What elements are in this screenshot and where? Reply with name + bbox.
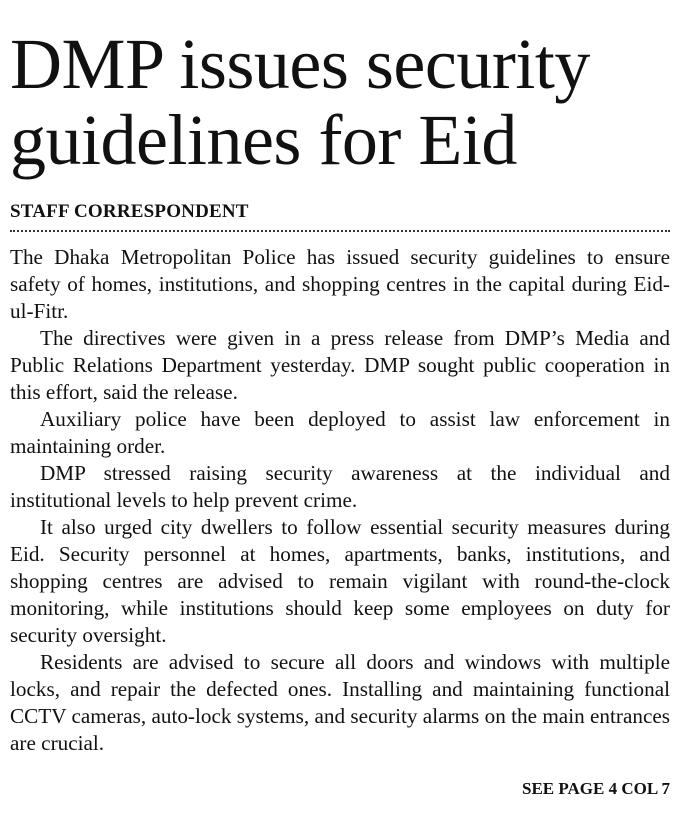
paragraph-3: Auxiliary police have been deployed to assist law enforcement in maintaining order. [10,407,670,458]
article-body [10,244,670,757]
dotted-divider [10,230,670,232]
paragraph-4: DMP stressed raising security awareness at the individual and institutional levels to help prevent crime. [10,461,670,512]
headline [10,0,670,178]
headline-line-2: guidelines for Eid [10,100,517,180]
paragraph-2: The directives were given in a press release from DMP’s Media and Public Relations Department yesterday. DMP sought public cooperation in this effort, said the release. [10,326,670,404]
paragraph-6: Residents are advised to secure all doors and windows with multiple locks, and repair the defected ones. Installing and maintaining functional CCTV cameras, auto-lock systems, and security alarms on the main entrances are crucial. [10,650,670,755]
headline-line-1: DMP issues security [10,24,590,104]
paragraph-1: The Dhaka Metropolitan Police has issued security guidelines to ensure safety of homes, institutions, and shopping centres in the capital during Eid-ul-Fitr. [10,245,670,323]
paragraph-5: It also urged city dwellers to follow essential security measures during Eid. Security personnel at homes, apartments, banks, institutions, and shopping centres are advised to remain vigilant with round-the-clock monitoring, while institutions should keep some employees on duty for security oversight. [10,515,670,647]
continued-on-page-link[interactable]: SEE PAGE 4 COL 7 [522,779,670,798]
byline: STAFF CORRESPONDENT [10,201,249,222]
news-article [10,0,670,757]
